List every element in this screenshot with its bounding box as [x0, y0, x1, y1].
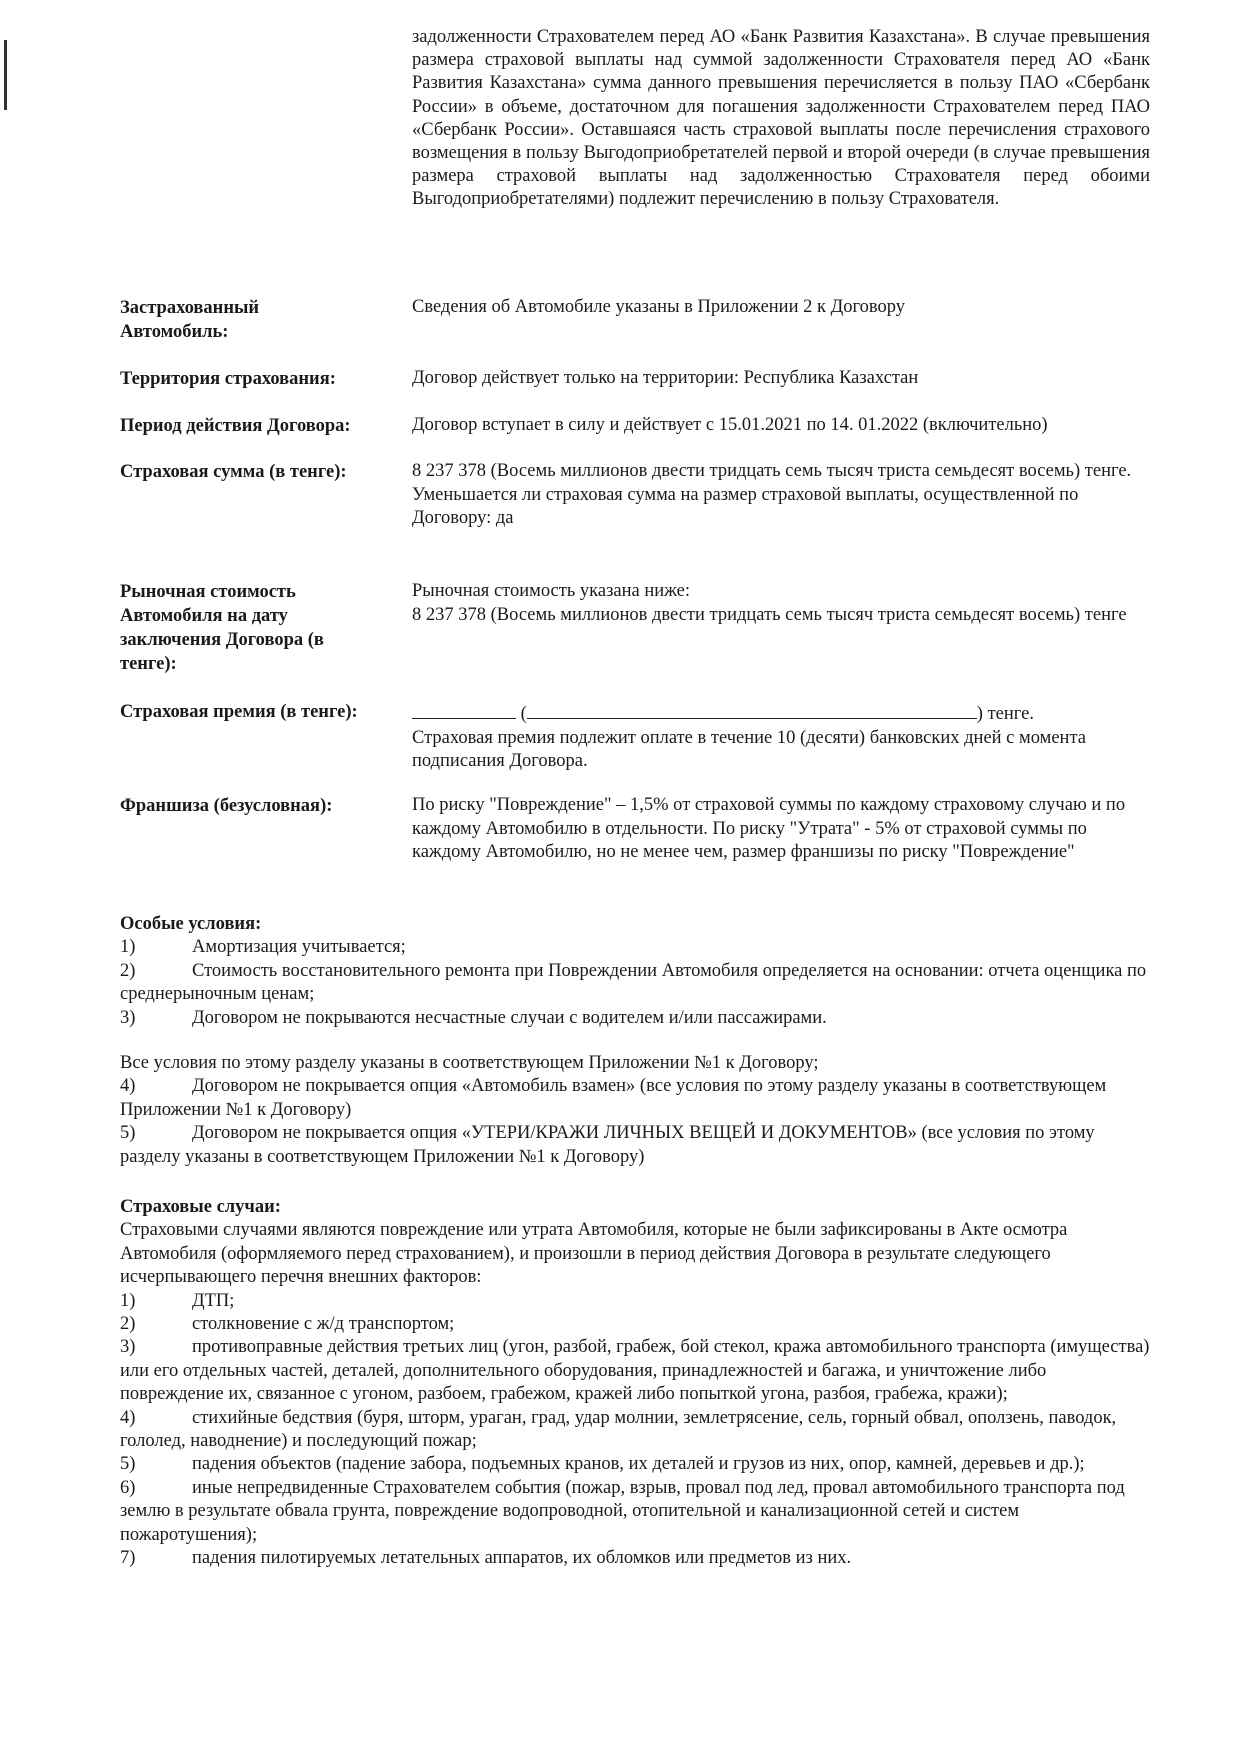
field-value: [412, 700, 1150, 774]
insured-events-section: [120, 1196, 1150, 1571]
market-value-note: Рыночная стоимость указана ниже:: [412, 581, 691, 601]
list-item: 2) столкновение с ж/д транспортом;: [120, 1314, 455, 1335]
sum-reduction-note: Уменьшается ли страховая сумма на размер страховой выплаты, осуществленной по Договору: да: [412, 484, 1079, 528]
list-item: 5) падения объектов (падение забора, подъемных кранов, их деталей и грузов из них, опор, камней, деревьев и др.);: [120, 1454, 1085, 1475]
list-item: 3) противоправные действия третьих лиц (угон, разбой, грабеж, бой стекол, кража автомобильного транспорта (имущества) или его отдельных частей, деталей, дополнительного оборудования, принадлежностей и багажа, и уничтожение либо повреждение их, связанное с угоном, разбоем, грабежом, кражей либо попыткой угона, разбоя, грабежа, кражи);: [120, 1337, 1150, 1405]
field-value: [412, 580, 1150, 627]
section-title: Особые условия:: [120, 914, 262, 934]
special-conditions-section: [120, 913, 1150, 1169]
list-item: 6) иные непредвиденные Страхователем события (пожар, взрыв, провал под лед, провал автомобильного транспорта под землю в результате обвала грунта, повреждение водопроводной, отопительной и канализационной сетей и систем пожаротушения);: [120, 1477, 1125, 1545]
field-label: Страховая сумма (в тенге):: [120, 462, 347, 482]
list-item: 2) Стоимость восстановительного ремонта при Повреждении Автомобиля определяется на основании: отчета оценщика по среднерыночным ценам;: [120, 960, 1147, 1005]
premium-close: ) тенге.: [976, 704, 1034, 724]
field-value: Сведения об Автомобиле указаны в Приложении 2 к Договору: [412, 297, 905, 317]
premium-open-paren: (: [520, 704, 527, 724]
market-value-amount: 8 237 378 (Восемь миллионов двести тридцать семь тысяч триста семьдесят восемь) тенге: [412, 604, 1127, 625]
sum-amount: 8 237 378 (Восемь миллионов двести тридцать семь тысяч триста семьдесят восемь) тенге.: [412, 461, 1132, 481]
field-value: По риску "Повреждение" – 1,5% от страховой суммы по каждому страховому случаю и по каждому Автомобилю в отдельности. По риску "Утрата" - 5% от страховой суммы по каждому Автомобилю, но не менее чем, размер франшизы по риску "Повреждение": [412, 795, 1126, 862]
list-item: 1) ДТП;: [120, 1290, 235, 1311]
field-label: Период действия Договора:: [120, 416, 351, 436]
field-label: Франшиза (безусловная):: [120, 796, 333, 816]
scan-artifact: [4, 40, 7, 110]
field-value: Договор действует только на территории: Республика Казахстан: [412, 368, 919, 388]
field-label: Страховая премия (в тенге):: [120, 702, 358, 722]
list-item: 7) падения пилотируемых летательных аппаратов, их обломков или предметов из них.: [120, 1548, 852, 1569]
list-item: 4) Договором не покрывается опция «Автомобиль взамен» (все условия по этому разделу указаны в соответствующем Приложении №1 к Договору): [120, 1076, 1107, 1120]
list-item: 1) Амортизация учитывается;: [120, 937, 406, 958]
field-label: Территория страхования:: [120, 369, 336, 389]
field-value: [412, 460, 1150, 531]
field-value: Договор вступает в силу и действует с 15.01.2021 по 14. 01.2022 (включительно): [412, 415, 1048, 435]
premium-amount-blank: [412, 700, 516, 719]
list-item: 5) Договором не покрывается опция «УТЕРИ/КРАЖИ ЛИЧНЫХ ВЕЩЕЙ И ДОКУМЕНТОВ» (все условия по этому разделу указаны в соответствующем Приложении №1 к Договору): [120, 1123, 1095, 1167]
section-title: Страховые случаи:: [120, 1197, 281, 1217]
premium-words-blank: [527, 700, 977, 719]
field-label: Рыночная стоимость Автомобиля на дату заключения Договора (в тенге):: [120, 582, 324, 674]
list-item: 4) стихийные бедствия (буря, шторм, ураган, град, удар молнии, землетрясение, сель, горный обвал, оползень, паводок, гололед, наводнение) и последующий пожар;: [120, 1407, 1117, 1452]
premium-amount-line: [412, 700, 1150, 727]
special-conditions-note: Все условия по этому разделу указаны в соответствующем Приложении №1 к Договору;: [120, 1053, 819, 1074]
insured-events-intro: Страховыми случаями являются повреждение или утрата Автомобиля, которые не были зафиксированы в Акте осмотра Автомобиля (оформляемого перед страхованием), и произошли в период действия Договора в результате следующего исчерпывающего перечня внешних факторов:: [120, 1220, 1068, 1288]
field-label: Застрахованный Автомобиль:: [120, 298, 260, 342]
intro-paragraph: задолженности Страхователем перед АО «Банк Развития Казахстана». В случае превышения размера страховой выплаты над суммой задолженности Страхователя перед АО «Банк Развития Казахстана» сумма данного превышения перечисляется в пользу ПАО «Сбербанк России» в объеме, достаточном для погашения задолженности Страхователем перед ПАО «Сбербанк России». Оставшаяся часть страховой выплаты после перечисления страхового возмещения в пользу Выгодоприобретателей первой и второй очереди (в случае превышения размера страховой выплаты над задолженностью Страхователя перед обоими Выгодоприобретателями) подлежит перечислению в пользу Страхователя.: [412, 27, 1150, 210]
premium-payment-note: Страховая премия подлежит оплате в течение 10 (десяти) банковских дней с момента подписания Договора.: [412, 727, 1086, 771]
list-item: 3) Договором не покрываются несчастные случаи с водителем и/или пассажирами.: [120, 1007, 827, 1028]
